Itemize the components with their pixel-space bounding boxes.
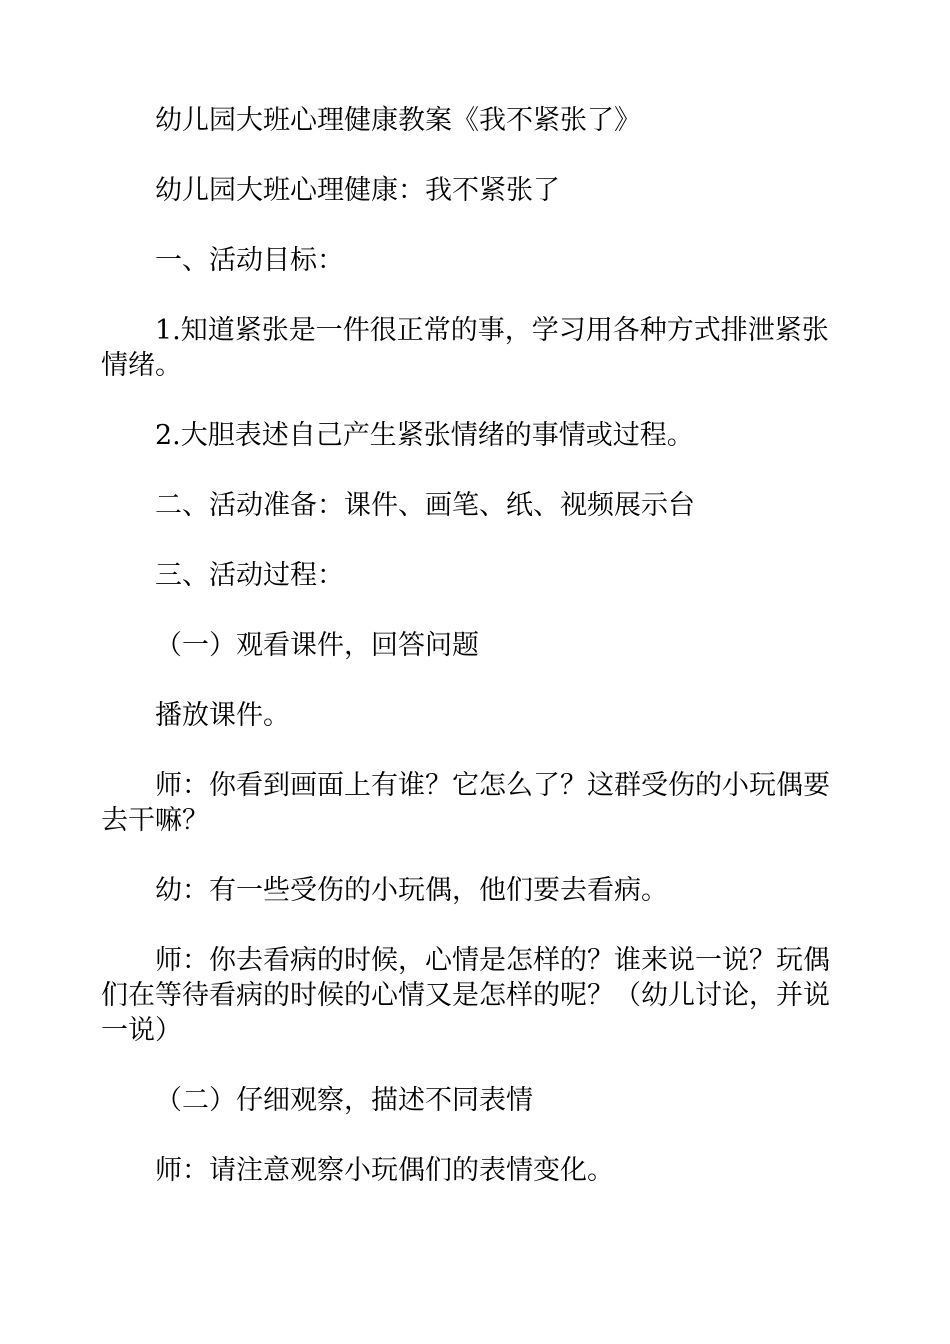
dialogue-teacher: 师：你去看病的时候，心情是怎样的？谁来说一说？玩偶们在等待看病的时候的心情又是怎样的呢？（幼儿讨论，并说一说） (101, 945, 830, 1046)
subsection-heading-2: （二）仔细观察，描述不同表情 (155, 1085, 533, 1116)
dialogue-child: 幼：有一些受伤的小玩偶，他们要去看病。 (155, 875, 668, 906)
document-title: 幼儿园大班心理健康教案《我不紧张了》 (155, 105, 641, 136)
goal-item-1: 1.知道紧张是一件很正常的事，学习用各种方式排泄紧张情绪。 (101, 315, 829, 381)
section-heading-process: 三、活动过程： (155, 560, 344, 591)
document-subtitle: 幼儿园大班心理健康：我不紧张了 (155, 175, 560, 206)
dialogue-teacher: 师：你看到画面上有谁？它怎么了？这群受伤的小玩偶要去干嘛？ (101, 770, 830, 836)
body-paragraph: 播放课件。 (155, 700, 290, 731)
document-body (101, 103, 836, 1223)
section-heading-preparation: 二、活动准备：课件、画笔、纸、视频展示台 (155, 490, 695, 521)
goal-item-2: 2.大胆表述自己产生紧张情绪的事情或过程。 (155, 420, 694, 451)
section-heading-goals: 一、活动目标： (155, 245, 344, 276)
subsection-heading-1: （一）观看课件，回答问题 (155, 630, 479, 661)
dialogue-teacher: 师：请注意观察小玩偶们的表情变化。 (155, 1155, 614, 1186)
